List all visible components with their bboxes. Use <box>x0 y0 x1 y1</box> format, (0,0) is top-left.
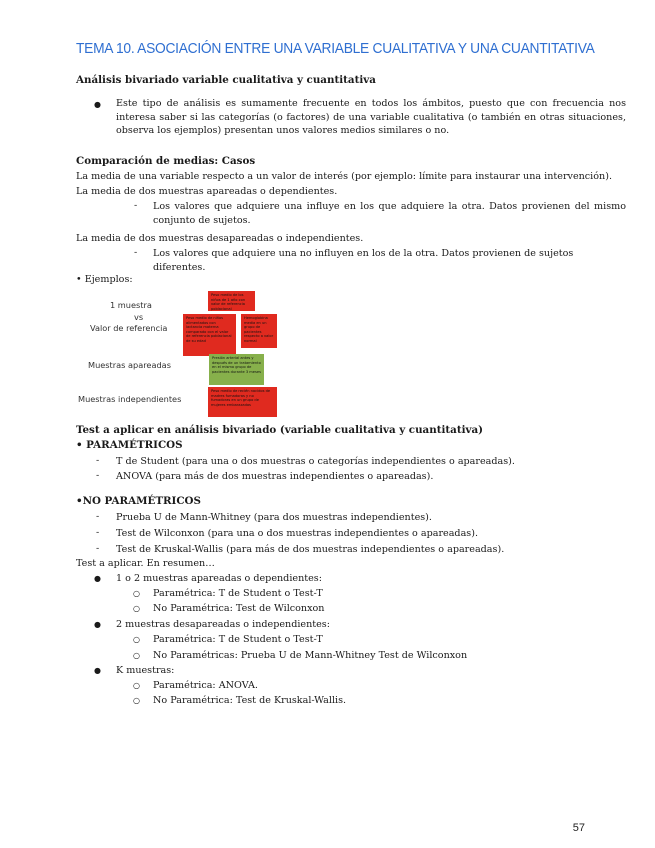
example-label-one-sample: 1 muestra <box>110 300 152 310</box>
example-label-independent: Muestras independientes <box>78 394 182 404</box>
page-number: 57 <box>572 822 585 834</box>
summary-item-1b: No Paramétrica: Test de Wilconxon <box>153 603 325 614</box>
nonparametric-item-2: Test de Wilconxon (para una o dos muestras independientes o apareadas). <box>116 528 479 539</box>
example-box-hemoglobin: Hemoglobina media en un grupo de pacientes respecto a valor normal <box>241 314 277 348</box>
nonparametric-heading: •NO PARAMÉTRICOS <box>76 495 201 507</box>
summary-item-2a: Paramétrica: T de Student o Test-T <box>153 634 323 645</box>
dash-marker: - <box>134 247 138 258</box>
circle-bullet: ○ <box>133 696 140 705</box>
case-line-2: La media de dos muestras apareadas o dependientes. <box>76 186 338 197</box>
summary-intro: Test a aplicar. En resumen… <box>76 558 215 569</box>
summary-item-2: 2 muestras desapareadas o independientes: <box>116 619 330 630</box>
example-box-weight-reference: Peso medio de los niños de 1 año con valor de referencia poblacional <box>208 291 255 311</box>
circle-bullet: ○ <box>133 589 140 598</box>
dash-marker: - <box>96 470 100 481</box>
dash-marker: - <box>96 455 100 466</box>
summary-item-1a: Paramétrica: T de Student o Test-T <box>153 588 323 599</box>
intro-paragraph: Este tipo de análisis es sumamente frecuente en todos los ámbitos, puesto que con frecuencia nos interesa saber si las categorías (o factores) de una variable cualitativa (o también en otras situaciones, observa los ejemplos) presentan unos valores medios similares o no. <box>116 98 626 137</box>
bullet-dot: ● <box>94 574 101 583</box>
parametric-heading: • PARAMÉTRICOS <box>76 439 183 451</box>
example-label-paired: Muestras apareadas <box>88 360 171 370</box>
section-heading-bivariado: Análisis bivariado variable cualitativa y cuantitativa <box>76 74 376 86</box>
dash-marker: - <box>96 527 100 538</box>
examples-heading: • Ejemplos: <box>76 274 133 285</box>
bullet-dot: ● <box>94 100 101 109</box>
nonparametric-item-1: Prueba U de Mann-Whitney (para dos muestras independientes). <box>116 512 432 523</box>
section-heading-tests: Test a aplicar en análisis bivariado (variable cualitativa y cuantitativa) <box>76 424 484 436</box>
dash-marker: - <box>134 200 138 211</box>
summary-item-3: K muestras: <box>116 665 175 676</box>
circle-bullet: ○ <box>133 651 140 660</box>
circle-bullet: ○ <box>133 635 140 644</box>
example-box-newborn-weight: Peso medio de recién nacidos de madres fumadoras y no fumadoras en un grupo de mujeres embarazadas <box>208 387 277 417</box>
example-label-reference: Valor de referencia <box>90 323 168 333</box>
example-box-blood-pressure: Presión arterial antes y después de un tratamiento en el mismo grupo de pacientes durante 3 meses <box>209 354 264 385</box>
example-label-vs: vs <box>134 312 144 322</box>
case-detail-2: Los valores que adquiere una no influyen en los de la otra. Datos provienen de sujetos diferentes. <box>153 248 574 273</box>
bullet-dot: ● <box>94 620 101 629</box>
summary-item-2b: No Paramétricas: Prueba U de Mann-Whitney Test de Wilconxon <box>153 650 468 661</box>
parametric-item-1: T de Student (para una o dos muestras o categorías independientes o apareadas). <box>116 456 515 467</box>
case-line-1: La media de una variable respecto a un valor de interés (por ejemplo: límite para instaurar una intervención). <box>76 171 612 182</box>
section-heading-casos: Comparación de medias: Casos <box>76 155 256 167</box>
nonparametric-item-3: Test de Kruskal-Wallis (para más de dos muestras independientes o apareadas). <box>116 544 505 555</box>
circle-bullet: ○ <box>133 604 140 613</box>
dash-marker: - <box>96 543 100 554</box>
bullet-dot: ● <box>94 666 101 675</box>
dash-marker: - <box>96 511 100 522</box>
page-title: TEMA 10. ASOCIACIÓN ENTRE UNA VARIABLE CUALITATIVA Y UNA CUANTITATIVA <box>76 40 595 57</box>
example-box-breastfeeding: Peso medio de niños alimentados con lactancia materna comparado con el valor de referencia poblacional de su edad <box>183 314 236 356</box>
summary-item-3a: Paramétrica: ANOVA. <box>153 680 258 691</box>
summary-item-3b: No Paramétrica: Test de Kruskal-Wallis. <box>153 695 347 706</box>
case-line-3: La media de dos muestras desapareadas o independientes. <box>76 233 364 244</box>
circle-bullet: ○ <box>133 681 140 690</box>
case-detail-1: Los valores que adquiere una influye en los que adquiere la otra. Datos provienen del mismo conjunto de sujetos. <box>153 201 626 226</box>
summary-item-1: 1 o 2 muestras apareadas o dependientes: <box>116 573 322 584</box>
parametric-item-2: ANOVA (para más de dos muestras independientes o apareadas). <box>116 471 434 482</box>
